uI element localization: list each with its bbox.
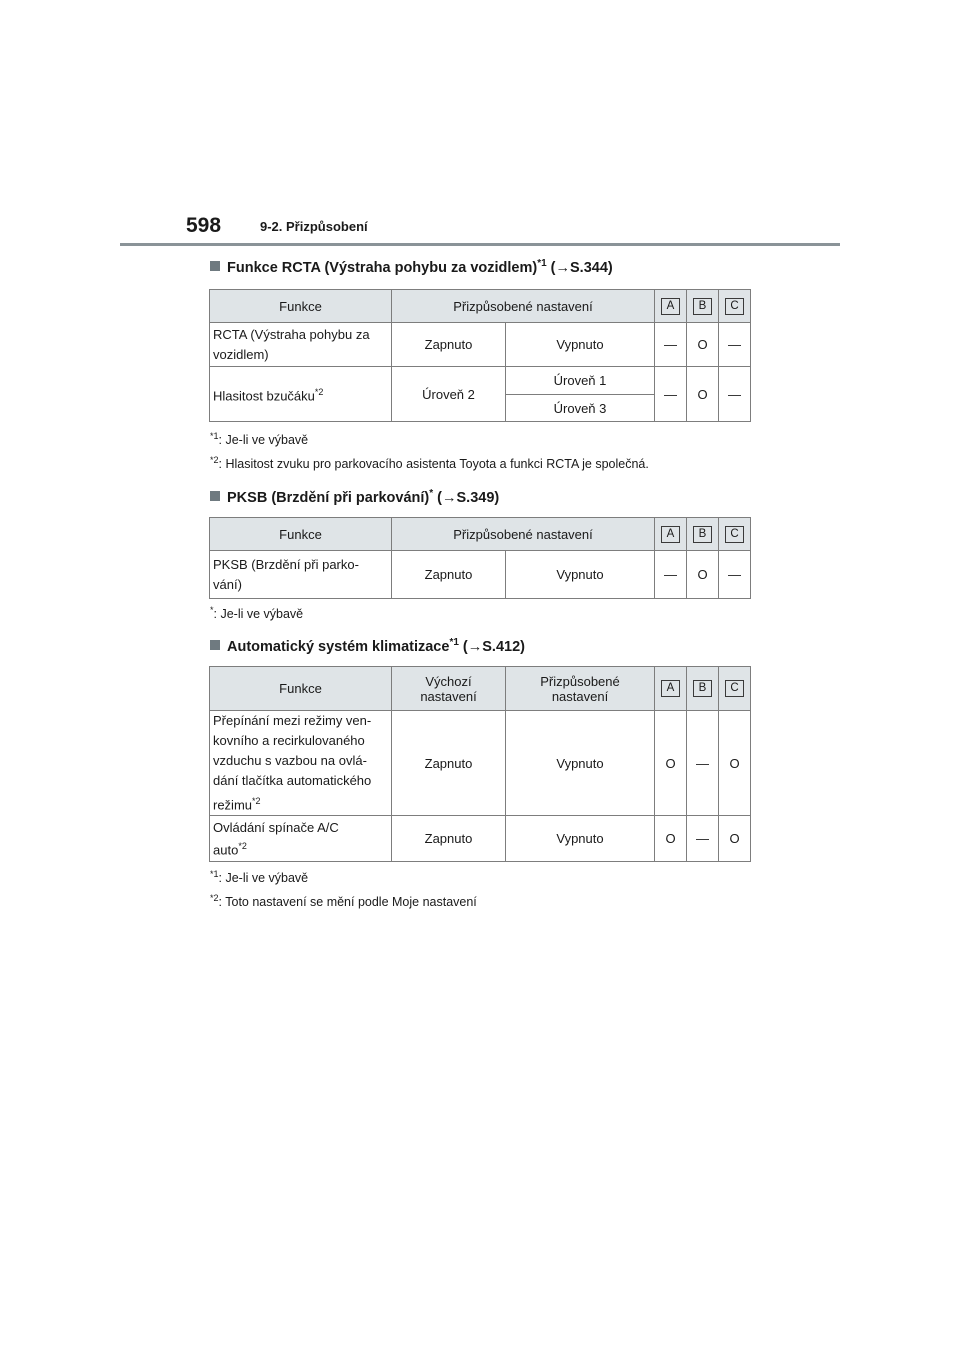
page-number: 598 [186, 214, 222, 237]
table-row: PKSB (Brzdění při parko- vání) Zapnuto Vypnuto — O — [210, 551, 751, 599]
ac-heading: Automatický systém klimatizace$^{*1}$ (→S.412) [210, 637, 525, 655]
col-c: C [719, 290, 751, 323]
pksb-table [209, 517, 751, 599]
bullet-square-icon [210, 261, 220, 271]
bullet-square-icon [210, 491, 220, 501]
header-rule [120, 243, 840, 246]
footnote: *: Je-li ve výbavě [210, 605, 304, 622]
col-b: B [687, 290, 719, 323]
col-c: C [719, 518, 751, 551]
col-b: B [687, 667, 719, 711]
section-title: 9-2. Přizpůsobení [260, 219, 368, 234]
footnote: $^{*1}$: Je-li ve výbavě [210, 869, 309, 886]
col-funkce: Funkce [210, 518, 392, 551]
table-row: Přepínání mezi režimy ven- kovního a recirkulovaného vzduchu s vazbou na ovlá- dání tlačítka automatického režimu$^{*2}$ Zapnuto Vypnuto O — O [210, 711, 751, 816]
footnote: $^{*2}$: Toto nastavení se mění podle Moje nastavení [210, 893, 477, 910]
col-b: B [687, 518, 719, 551]
table-row: Ovládání spínače A/C auto$^{*2}$ Zapnuto Vypnuto O — O [210, 816, 751, 862]
rcta-heading: Funkce RCTA (Výstraha pohybu za vozidlem)$^{*1}$ (→S.344) [210, 258, 613, 276]
col-funkce: Funkce [210, 290, 392, 323]
rcta-table: Funkce Přizpůsobené nastavení A B C RCTA (Výstraha pohybu za vozidlem) Zapnuto Vypnuto — O — Hlasitost bzučáku$^{*2}$ Úroveň 2 Úroveň 1 — O — Úroveň 3 [209, 289, 751, 422]
table-row: RCTA (Výstraha pohybu za vozidlem) Zapnuto Vypnuto — O — [210, 323, 751, 367]
col-a: A [655, 667, 687, 711]
pksb-heading: PKSB (Brzdění při parkování)* (→S.349) [210, 488, 499, 506]
col-custom: Přizpůsobené nastavení [392, 518, 655, 551]
footnote: $^{*2}$: Hlasitost zvuku pro parkovacího asistenta Toyota a funkci RCTA je společná. [210, 455, 649, 472]
col-a: A [655, 290, 687, 323]
ac-table [209, 666, 751, 862]
col-c: C [719, 667, 751, 711]
table-row: Hlasitost bzučáku$^{*2}$ Úroveň 2 Úroveň 1 — O — [210, 367, 751, 395]
col-custom: Přizpůsobené nastavení [506, 667, 655, 711]
col-default: Výchozí nastavení [392, 667, 506, 711]
col-funkce: Funkce [210, 667, 392, 711]
col-custom: Přizpůsobené nastavení [392, 290, 655, 323]
footnote: $^{*1}$: Je-li ve výbavě [210, 431, 309, 448]
bullet-square-icon [210, 640, 220, 650]
col-a: A [655, 518, 687, 551]
